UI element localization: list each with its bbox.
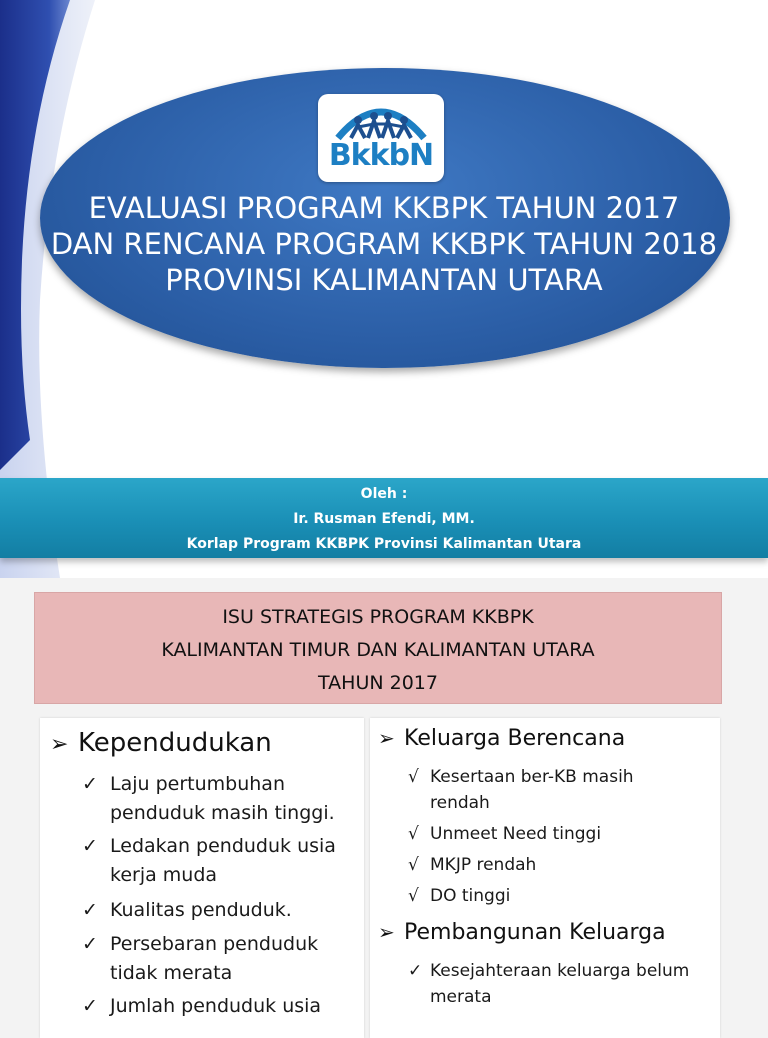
check-icon: ✓ bbox=[82, 899, 98, 921]
sqrt-bullet-icon: √ bbox=[408, 855, 419, 875]
check-icon: ✓ bbox=[82, 835, 98, 857]
pembangunan-keluarga-heading bbox=[378, 920, 666, 945]
check-icon: ✓ bbox=[408, 961, 423, 981]
arrow-bullet-icon: ➢ bbox=[50, 732, 69, 757]
sqrt-bullet-icon: √ bbox=[408, 767, 419, 787]
item-line: rendah bbox=[430, 793, 490, 813]
title-line-3: PROVINSI KALIMANTAN UTARA bbox=[165, 263, 603, 297]
item-line: Jumlah penduduk usia bbox=[110, 995, 322, 1017]
header-line-1: ISU STRATEGIS PROGRAM KKBPK bbox=[222, 606, 534, 628]
kependudukan-heading bbox=[50, 728, 272, 758]
arrow-bullet-icon: ➢ bbox=[378, 726, 395, 750]
arrow-bullet-icon: ➢ bbox=[378, 920, 395, 944]
item-line: Kesertaan ber-KB masih bbox=[430, 767, 634, 787]
item-line: penduduk masih tinggi. bbox=[110, 802, 335, 824]
title-line-2: DAN RENCANA PROGRAM KKBPK TAHUN 2018 bbox=[50, 227, 718, 261]
item-line: Laju pertumbuhan bbox=[110, 773, 285, 795]
title-line-1: EVALUASI PROGRAM KKBPK TAHUN 2017 bbox=[88, 191, 680, 225]
check-icon: ✓ bbox=[82, 995, 98, 1017]
kependudukan-panel bbox=[40, 718, 364, 1038]
author-name: Ir. Rusman Efendi, MM. bbox=[293, 511, 475, 527]
presentation-title bbox=[0, 190, 768, 298]
item-line: Unmeet Need tinggi bbox=[430, 824, 602, 844]
item-line: DO tinggi bbox=[430, 886, 511, 906]
heading-text: Kependudukan bbox=[78, 728, 272, 758]
item-line: Ledakan penduduk usia bbox=[110, 835, 336, 857]
strategic-issues-header bbox=[34, 592, 722, 704]
item-line: MKJP rendah bbox=[430, 855, 537, 875]
header-line-3: TAHUN 2017 bbox=[318, 672, 438, 694]
bkkbn-logo bbox=[318, 94, 444, 182]
heading-text: Keluarga Berencana bbox=[404, 726, 626, 751]
header-line-2: KALIMANTAN TIMUR DAN KALIMANTAN UTARA bbox=[161, 639, 595, 661]
heading-text: Pembangunan Keluarga bbox=[404, 920, 666, 945]
item-line: Kualitas penduduk. bbox=[110, 899, 292, 921]
item-line: merata bbox=[430, 987, 492, 1007]
author-by-label: Oleh : bbox=[360, 486, 408, 502]
item-line: tidak merata bbox=[110, 962, 233, 984]
check-icon: ✓ bbox=[82, 773, 98, 795]
content-slide bbox=[0, 578, 768, 1024]
check-icon: ✓ bbox=[82, 933, 98, 955]
family-arc-icon bbox=[318, 94, 444, 144]
author-band bbox=[0, 478, 768, 558]
item-line: Persebaran penduduk bbox=[110, 933, 319, 955]
item-line: Kesejahteraan keluarga belum bbox=[430, 961, 690, 981]
sqrt-bullet-icon: √ bbox=[408, 886, 419, 906]
kb-panel bbox=[370, 718, 720, 1038]
author-position: Korlap Program KKBPK Provinsi Kalimantan Utara bbox=[186, 536, 582, 552]
item-line: kerja muda bbox=[110, 864, 218, 886]
kb-heading bbox=[378, 726, 625, 751]
sqrt-bullet-icon: √ bbox=[408, 824, 419, 844]
logo-text: BkkbN bbox=[328, 138, 434, 173]
